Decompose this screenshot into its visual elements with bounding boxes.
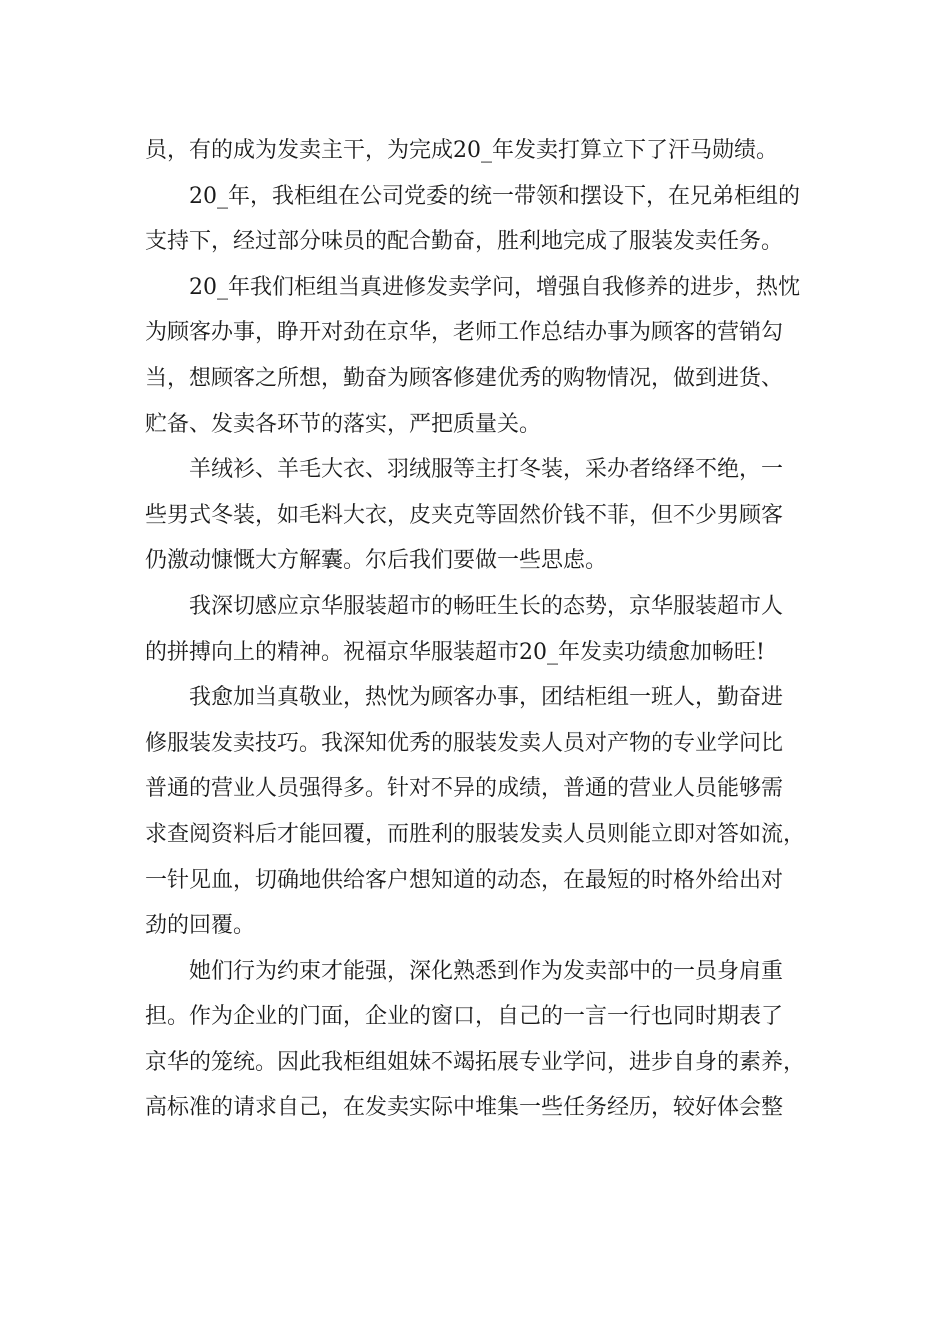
text-line: 担。作为企业的门面，企业的窗口，自己的一言一行也同时期表了 — [145, 1004, 784, 1030]
text-line: 高标准的请求自己，在发卖实际中堆集一些任务经历，较好体会整 — [145, 1095, 784, 1121]
text-line: 修服装发卖技巧。我深知优秀的服装发卖人员对产物的专业学问比 — [145, 730, 784, 756]
text-line: 员，有的成为发卖主干，为完成20_年发卖打算立下了汗马勋绩。 — [145, 138, 778, 163]
text-line: 仍激动慷慨大方解囊。尔后我们要做一些思虑。 — [145, 548, 608, 574]
text-line: 20_年我们柜组当真进修发卖学问，增强自我修养的进步，热忱 — [189, 274, 800, 300]
text-line: 她们行为约束才能强，深化熟悉到作为发卖部中的一员身肩重 — [189, 958, 784, 984]
text-line: 一针见血，切确地供给客户想知道的动态，在最短的时格外给出对 — [145, 867, 784, 893]
text-line: 羊绒衫、羊毛大衣、羽绒服等主打冬装，采办者络绎不绝，一 — [189, 457, 784, 483]
text-line: 我深切感应京华服装超市的畅旺生长的态势，京华服装超市人 — [189, 593, 784, 619]
text-line: 劲的回覆。 — [145, 913, 256, 939]
text-line: 支持下，经过部分味员的配合勤奋，胜利地完成了服装发卖任务。 — [145, 229, 784, 255]
text-line: 20_年，我柜组在公司党委的统一带领和摆设下，在兄弟柜组的 — [189, 183, 800, 209]
text-line: 我愈加当真敬业，热忱为顾客办事，团结柜组一班人，勤奋进 — [189, 685, 784, 711]
text-line: 当，想顾客之所想，勤奋为顾客修建优秀的购物情况，做到进货、 — [145, 365, 784, 391]
text-line: 求查阅资料后才能回覆，而胜利的服装发卖人员则能立即对答如流， — [145, 821, 806, 847]
text-line: 贮备、发卖各环节的落实，严把质量关。 — [145, 411, 542, 437]
text-line: 为顾客办事，睁开对劲在京华，老师工作总结办事为顾客的营销勾 — [145, 320, 784, 346]
text-line: 些男式冬装，如毛料大衣，皮夹克等固然价钱不菲，但不少男顾客 — [145, 502, 784, 528]
text-line: 的拼搏向上的精神。祝福京华服装超市20_年发卖功绩愈加畅旺! — [145, 639, 765, 665]
text-line: 普通的营业人员强得多。针对不异的成绩，普通的营业人员能够需 — [145, 776, 784, 802]
text-line: 京华的笼统。因此我柜组姐妹不竭拓展专业学问，进步自身的素养， — [145, 1049, 806, 1075]
document-body — [145, 128, 825, 1131]
